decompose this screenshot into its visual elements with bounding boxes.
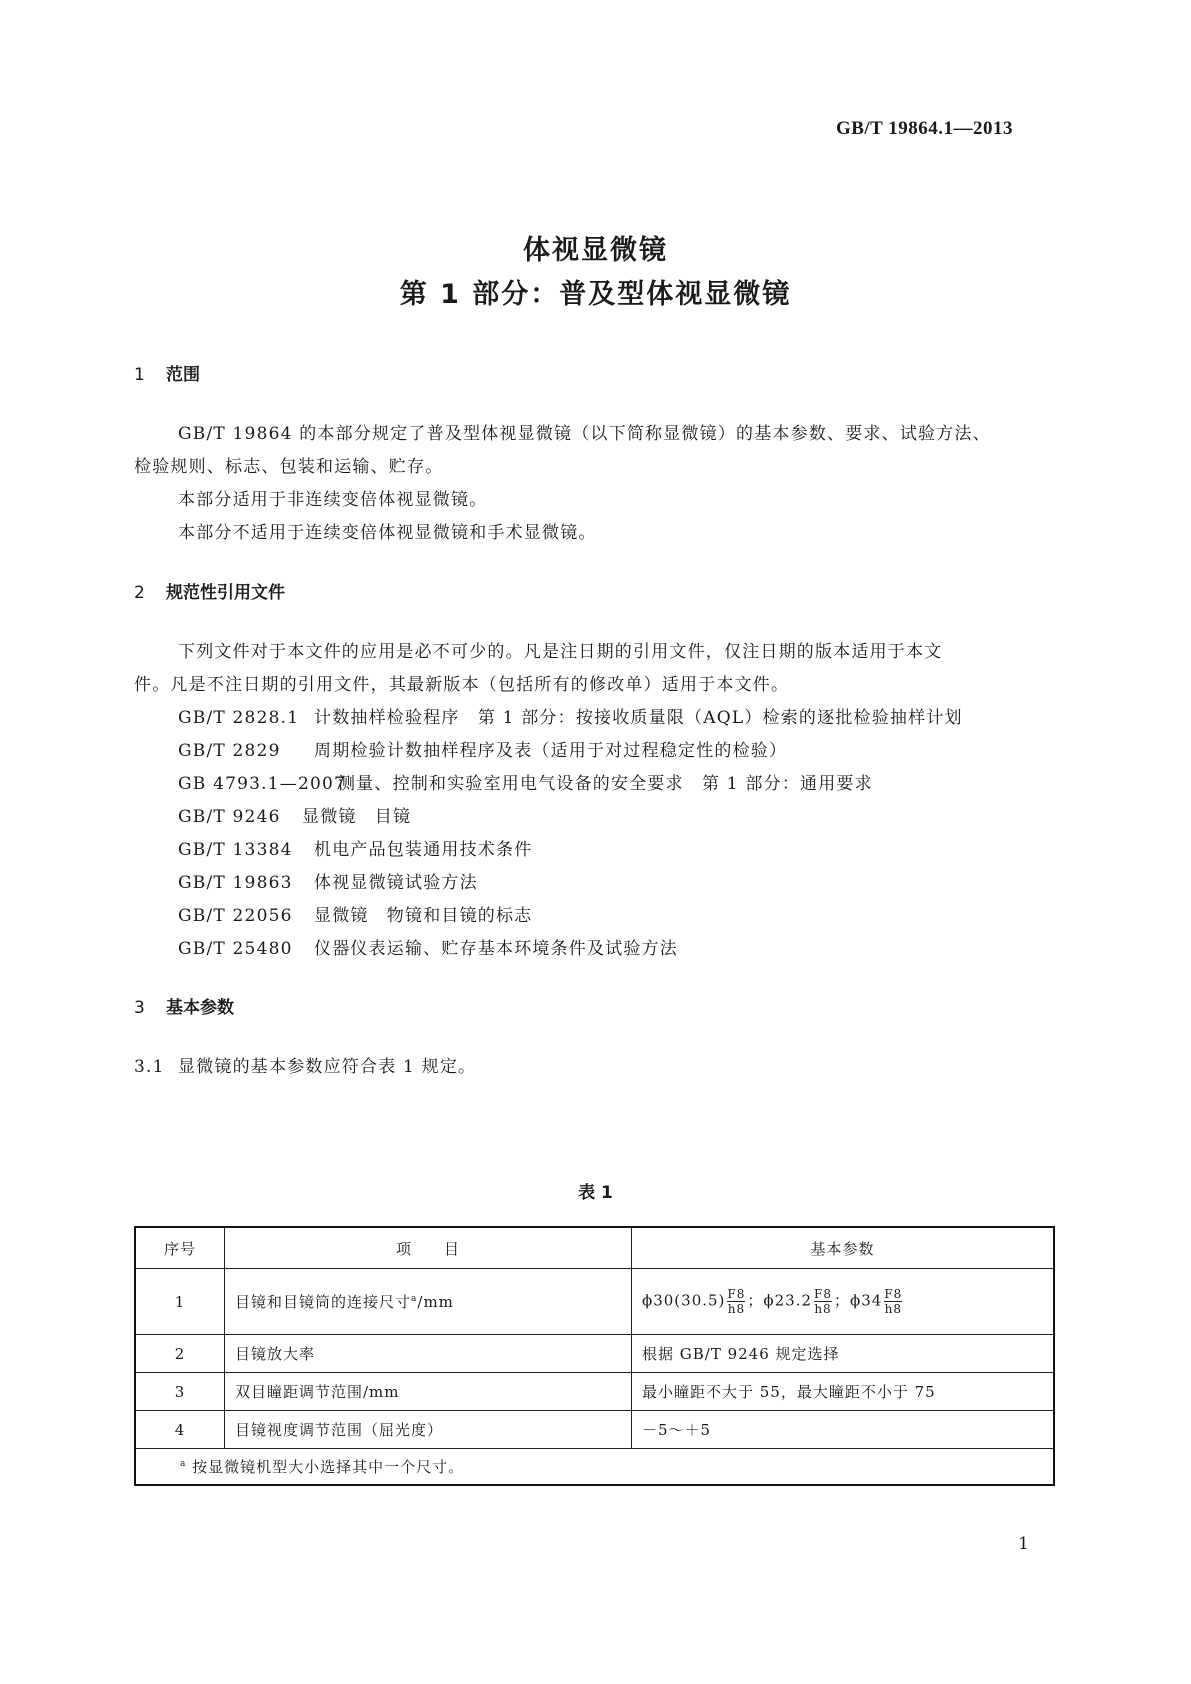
parameters-table bbox=[134, 1226, 1055, 1486]
reference-item bbox=[178, 835, 532, 860]
clause-text: 显微镜的基本参数应符合表 1 规定。 bbox=[178, 1057, 477, 1077]
cell-param: 最小瞳距不大于 55，最大瞳距不小于 75 bbox=[632, 1373, 1055, 1411]
page-number: 1 bbox=[1018, 1534, 1029, 1554]
reference-code: GB/T 25480 bbox=[178, 939, 293, 959]
table-row bbox=[135, 1335, 1054, 1373]
table-row bbox=[135, 1269, 1054, 1335]
fit-fraction: $\frac{F8}{h8}$ bbox=[727, 1287, 746, 1316]
reference-title: 仪器仪表运输、贮存基本环境条件及试验方法 bbox=[314, 939, 678, 959]
reference-title: 周期检验计数抽样程序及表（适用于对过程稳定性的检验） bbox=[314, 741, 788, 761]
cell-no: 3 bbox=[135, 1373, 225, 1411]
cell-item: 目镜视度调节范围（屈光度） bbox=[225, 1411, 632, 1449]
cell-no: 1 bbox=[135, 1269, 225, 1335]
reference-item bbox=[178, 802, 411, 827]
reference-code: GB 4793.1—2007 bbox=[178, 774, 347, 794]
diameter-2: ϕ23.2 bbox=[763, 1291, 813, 1310]
reference-code: GB/T 19863 bbox=[178, 873, 293, 893]
table-footnote bbox=[135, 1449, 1054, 1485]
cell-no: 4 bbox=[135, 1411, 225, 1449]
document-subtitle: 第 1 部分：普及型体视显微镜 bbox=[399, 279, 792, 310]
reference-title: 显微镜 物镜和目镜的标志 bbox=[314, 906, 533, 926]
footnote-text: 按显微镜机型大小选择其中一个尺寸。 bbox=[192, 1457, 465, 1476]
paragraph: 件。凡是不注日期的引用文件，其最新版本（包括所有的修改单）适用于本文件。 bbox=[134, 675, 790, 695]
reference-code: GB/T 22056 bbox=[178, 906, 293, 926]
reference-item bbox=[178, 901, 532, 926]
reference-code: GB/T 2829 bbox=[178, 741, 281, 761]
reference-code: GB/T 13384 bbox=[178, 840, 293, 860]
paragraph: GB/T 19864 的本部分规定了普及型体视显微镜（以下简称显微镜）的基本参数、要求、试验方法、 bbox=[178, 424, 991, 444]
fit-fraction: $\frac{F8}{h8}$ bbox=[814, 1287, 832, 1316]
header-param: 基本参数 bbox=[632, 1227, 1055, 1269]
section-1-heading bbox=[134, 360, 200, 385]
table-caption: 表 1 bbox=[578, 1183, 613, 1203]
item-text: 目镜和目镜筒的连接尺寸 bbox=[235, 1293, 412, 1311]
reference-item bbox=[178, 769, 873, 794]
reference-title: 计数抽样检验程序 第 1 部分：按接收质量限（AQL）检索的逐批检验抽样计划 bbox=[314, 708, 963, 728]
diameter-1: ϕ30(30.5) bbox=[642, 1291, 726, 1310]
reference-code: GB/T 9246 bbox=[178, 807, 281, 827]
paragraph: 本部分不适用于连续变倍体视显微镜和手术显微镜。 bbox=[178, 523, 597, 543]
reference-title: 机电产品包装通用技术条件 bbox=[314, 840, 533, 860]
document-title: 体视显微镜 bbox=[523, 235, 668, 266]
reference-item bbox=[178, 703, 963, 728]
reference-code: GB/T 2828.1 bbox=[178, 708, 300, 728]
section-3-heading bbox=[134, 993, 234, 1018]
footnote-ref: a bbox=[411, 1294, 418, 1304]
reference-item bbox=[178, 934, 678, 959]
item-unit: /mm bbox=[417, 1293, 454, 1311]
fit-fraction: $\frac{F8}{h8}$ bbox=[884, 1287, 903, 1316]
clause-number: 3.1 bbox=[134, 1057, 165, 1077]
paragraph: 本部分适用于非连续变倍体视显微镜。 bbox=[178, 490, 488, 510]
table-row bbox=[135, 1373, 1054, 1411]
section-number: 3 bbox=[134, 998, 145, 1018]
cell-item: 目镜放大率 bbox=[225, 1335, 632, 1373]
reference-item bbox=[178, 736, 787, 761]
table-row bbox=[135, 1411, 1054, 1449]
cell-param: －5～＋5 bbox=[632, 1411, 1055, 1449]
section-2-heading bbox=[134, 578, 285, 603]
section-title: 范围 bbox=[166, 365, 200, 385]
reference-title: 测量、控制和实验室用电气设备的安全要求 第 1 部分：通用要求 bbox=[338, 774, 873, 794]
cell-item: 双目瞳距调节范围/mm bbox=[225, 1373, 632, 1411]
section-number: 2 bbox=[134, 583, 145, 603]
standard-code: GB/T 19864.1—2013 bbox=[835, 118, 1013, 139]
diameter-3: ϕ34 bbox=[850, 1291, 883, 1310]
footnote-mark: a bbox=[180, 1458, 187, 1469]
paragraph: 下列文件对于本文件的应用是必不可少的。凡是注日期的引用文件，仅注日期的版本适用于本文 bbox=[178, 642, 943, 662]
header-no: 序号 bbox=[135, 1227, 225, 1269]
paragraph: 检验规则、标志、包装和运输、贮存。 bbox=[134, 457, 444, 477]
cell-item bbox=[225, 1269, 632, 1335]
cell-no: 2 bbox=[135, 1335, 225, 1373]
reference-item bbox=[178, 868, 478, 893]
header-item: 项 目 bbox=[225, 1227, 632, 1269]
clause-3-1 bbox=[134, 1052, 476, 1077]
reference-title: 显微镜 目镜 bbox=[302, 807, 412, 827]
section-title: 基本参数 bbox=[166, 998, 234, 1018]
cell-param: 根据 GB/T 9246 规定选择 bbox=[632, 1335, 1055, 1373]
cell-param: ϕ30(30.5) $\frac{F8}{h8}$ ；ϕ23.2 $\frac{F8}{h8}$ ；ϕ34 $\frac{F8}{h8}$ bbox=[632, 1269, 1055, 1335]
section-number: 1 bbox=[134, 365, 145, 385]
table-header-row bbox=[135, 1227, 1054, 1269]
section-title: 规范性引用文件 bbox=[166, 583, 285, 603]
reference-title: 体视显微镜试验方法 bbox=[314, 873, 478, 893]
table-footnote-row bbox=[135, 1449, 1054, 1485]
